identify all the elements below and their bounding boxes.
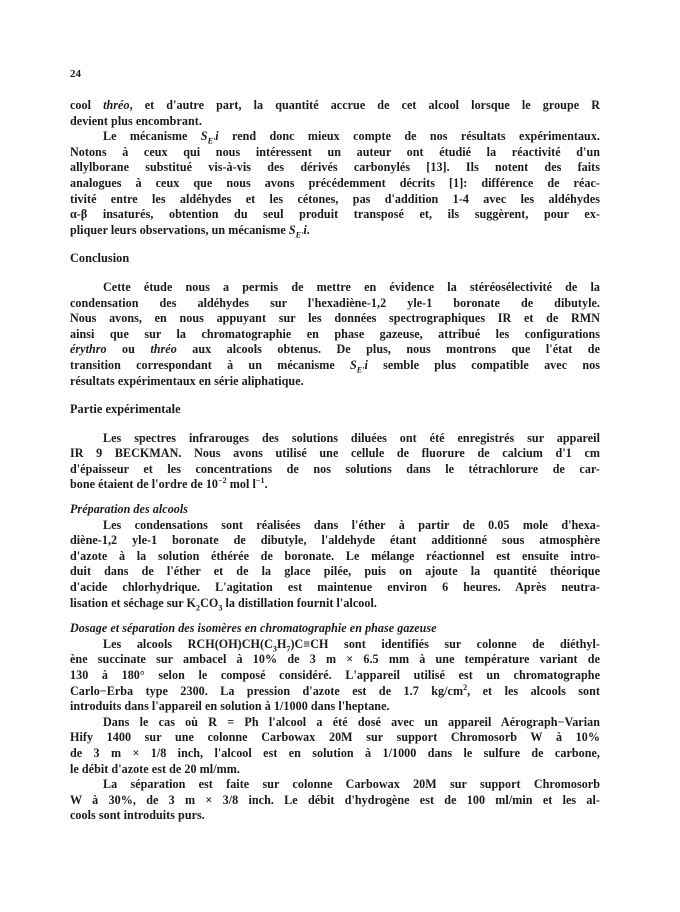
text-line: Le mécanisme $S_{E'}i$ rend donc mieux compte de nos résultats expérimentaux. bbox=[103, 129, 600, 146]
text-line: W à 30%, de 3 m × 3/8 inch. Le débit d'hydrogène est de 100 ml/min et les al- bbox=[70, 792, 600, 807]
text-line: ène succinate sur ambacel à 10% de 3 m × 6.5 mm à une température variant de bbox=[70, 652, 600, 667]
text-line: le débit d'azote est de 20 ml/mm. bbox=[70, 761, 240, 776]
text-line: condensation des aldéhydes sur l'hexadiène-1,2 yle-1 boronate de dibutyle. bbox=[70, 295, 600, 310]
text-line: La séparation est faite sur colonne Carbowax 20M sur support Chromosorb bbox=[103, 777, 600, 792]
subsection-heading-preparation: Préparation des alcools bbox=[70, 502, 189, 517]
text-line: bone étaient de l'ordre de $10^{-2}$ mol $l^{-1}$. bbox=[70, 476, 268, 492]
text-line: tivité entre les aldéhydes et les cétones, pas d'addition 1-4 avec les aldéhydes bbox=[70, 191, 600, 206]
text-line: devient plus encombrant. bbox=[70, 113, 202, 128]
text-line: diène-1,2 yle-1 boronate de dibutyle, l'aldehyde étant additionné sous atmosphère bbox=[70, 533, 600, 548]
subsection-heading-dosage: Dosage et séparation des isomères en chromatographie en phase gazeuse bbox=[70, 621, 437, 636]
text-line: d'épaisseur et les concentrations de nos solutions dans le tétrachlorure de car- bbox=[70, 461, 600, 476]
dosage-paragraph bbox=[70, 637, 600, 824]
text-line: α-β insaturés, obtention du seul produit transposé et, ils suggèrent, pour ex- bbox=[70, 207, 600, 222]
text-line: d'azote à la solution éthérée de boronate. Le mélange réactionnel est ensuite intro- bbox=[70, 548, 600, 563]
text-line: allylborane substitué vis-à-vis des dérivés carbonylés [13]. Ils notent des faits bbox=[70, 160, 600, 175]
text-line: cool thréo, et d'autre part, la quantité accrue de cet alcool lorsque le groupe R bbox=[70, 98, 600, 112]
conclusion-paragraph bbox=[70, 280, 600, 389]
section-heading-conclusion: Conclusion bbox=[70, 251, 130, 266]
text-line: ainsi que sur la chromatographie en phase gazeuse, attribué les configurations bbox=[70, 326, 600, 341]
text-line: introduits dans l'appareil en solution à 1/1000 dans l'heptane. bbox=[70, 699, 390, 714]
text-line: érythro ou thréo aux alcools obtenus. De plus, nous montrons que l'état de bbox=[70, 342, 600, 357]
text-line: Dans le cas où R = Ph l'alcool a été dosé avec un appareil Aérograph−Varian bbox=[103, 714, 600, 729]
text-line: Notons à ceux qui nous intéressent un auteur ont étudié la réactivité d'un bbox=[70, 144, 600, 159]
text-line: d'acide chlorhydrique. L'agitation est maintenue environ 6 heures. Après neutra- bbox=[70, 580, 600, 595]
text-line: Carlo−Erba type 2300. La pression d'azote est de 1.7 $kg/cm^2$, et les alcools sont bbox=[70, 682, 600, 698]
text-line: IR 9 BECKMAN. Nous avons utilisé une cellule de fluorure de calcium d'1 cm bbox=[70, 446, 600, 461]
text-line: Les condensations sont réalisées dans l'éther à partir de 0.05 mole d'hexa- bbox=[103, 517, 600, 532]
text-line: 130 à 180° selon le composé considéré. L'appareil utilisé est un chromatographe bbox=[70, 668, 600, 682]
mechanism-paragraph bbox=[70, 129, 600, 238]
text-line: Nous avons, en nous appuyant sur les données spectrographiques IR et de RMN bbox=[70, 311, 600, 326]
text-line: Cette étude nous a permis de mettre en évidence la stéréosélectivité de la bbox=[103, 279, 600, 294]
text-line: transition correspondant à un mécanisme $S_{E'}i$ semble plus compatible avec nos bbox=[70, 357, 600, 375]
text-line: de 3 m × 1/8 inch, l'alcool est en solution à 1/1000 dans le sulfure de carbone, bbox=[70, 745, 600, 760]
text-line: pliquer leurs observations, un mécanisme $S_{E'}i$. bbox=[70, 222, 310, 240]
page-number: 24 bbox=[70, 68, 81, 80]
text-line: Les alcools $RCH(OH)CH(C_3H_7)C\equiv CH$ sont identifiés sur colonne de diéthyl- bbox=[103, 636, 600, 654]
text-line: cools sont introduits purs. bbox=[70, 808, 205, 823]
page-body bbox=[70, 98, 600, 824]
section-heading-experimental: Partie expérimentale bbox=[70, 402, 181, 417]
experimental-paragraph bbox=[70, 431, 600, 493]
preparation-paragraph bbox=[70, 518, 600, 612]
text-line: lisation et séchage sur $K_2CO_3$ la distillation fournit l'alcool. bbox=[70, 595, 377, 613]
intro-paragraph bbox=[70, 98, 600, 129]
text-line: résultats expérimentaux en série aliphatique. bbox=[70, 373, 304, 388]
text-line: duit dans de l'éther et de la glace pilée, puis on ajoute la quantité théorique bbox=[70, 564, 600, 579]
text-line: Hify 1400 sur une colonne Carbowax 20M sur support Chromosorb W à 10% bbox=[70, 730, 600, 745]
text-line: analogues à ceux que nous avons précédemment décrits [1]: différence de réac- bbox=[70, 175, 600, 190]
text-line: Les spectres infrarouges des solutions diluées ont été enregistrés sur appareil bbox=[103, 430, 600, 445]
